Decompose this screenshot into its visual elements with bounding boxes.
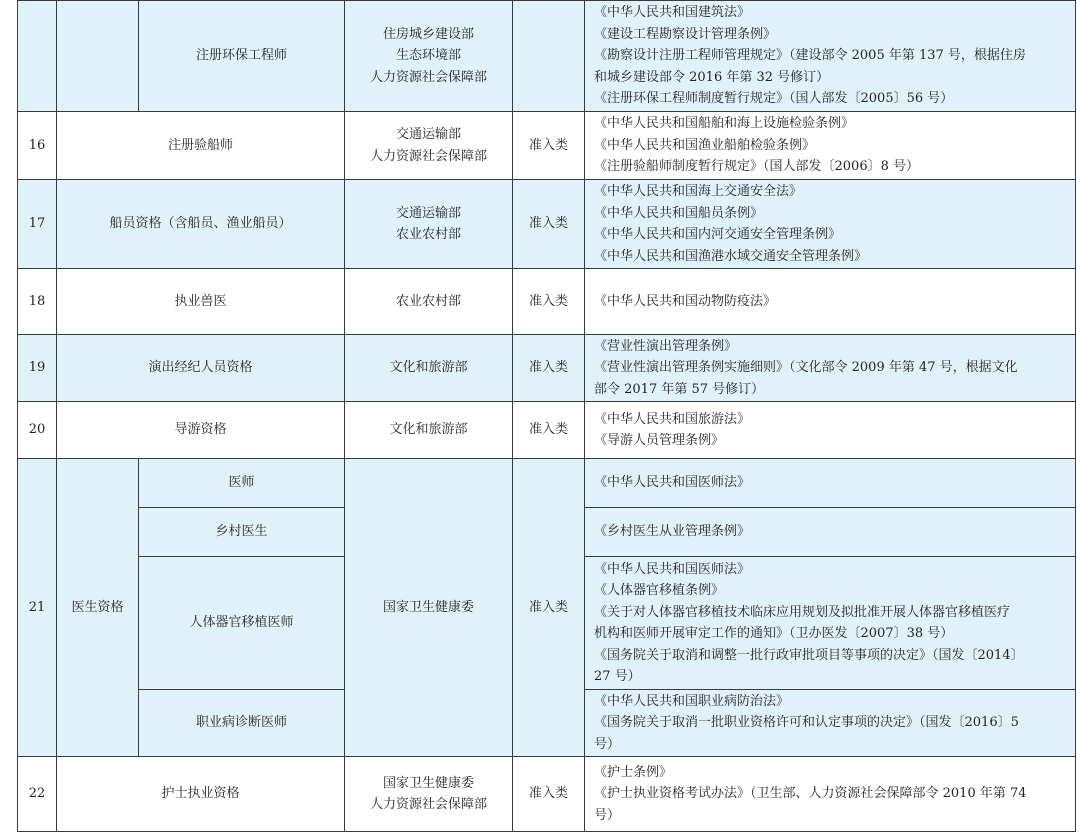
law-line: 《中华人民共和国旅游法》 (594, 411, 751, 427)
table-row-20 (18, 402, 1076, 459)
law-cell (585, 112, 1076, 180)
law-line: 《护士条例》 (594, 764, 673, 780)
sub-qualification-name: 乡村医生 (139, 508, 345, 557)
sub-qualification-name: 职业病诊断医师 (139, 690, 345, 757)
law-cell (585, 180, 1076, 269)
sub-qualification-name: 注册环保工程师 (139, 1, 345, 112)
law-cell (585, 690, 1076, 757)
law-line: 号） (594, 736, 621, 752)
law-line: 《中华人民共和国海上交通安全法》 (594, 184, 803, 199)
law-line: 《中华人民共和国动物防疫法》 (594, 293, 777, 309)
law-cell (585, 557, 1076, 690)
table-row-21 (18, 459, 1076, 508)
law-line: 部令 2017 年第 57 号修订） (594, 381, 765, 397)
type-cell: 准入类 (513, 402, 585, 459)
law-line: 《中华人民共和国建筑法》 (594, 5, 751, 21)
row-number: 22 (18, 757, 57, 832)
qualification-table (17, 0, 1076, 832)
sub-qualification-name: 人体器官移植医师 (139, 557, 345, 690)
dept-cell (345, 112, 513, 180)
row-number: 16 (18, 112, 57, 180)
row-number: 19 (18, 335, 57, 402)
law-cell (585, 757, 1076, 832)
dept-line: 交通运输部 (395, 127, 461, 142)
sub-qualification-name: 医师 (139, 459, 345, 508)
dept-cell (345, 1, 513, 112)
qualification-name: 护士执业资格 (57, 757, 345, 832)
dept-line: 人力资源社会保障部 (369, 148, 487, 164)
law-line: 《护士执业资格考试办法》（卫生部、人力资源社会保障部令 2010 年第 74 (594, 786, 1027, 802)
type-cell: 准入类 (513, 180, 585, 269)
dept-line: 交通运输部 (395, 205, 461, 221)
qualification-name: 导游资格 (57, 402, 345, 459)
law-line: 《中华人民共和国船员条例》 (594, 205, 764, 221)
qualification-name: 演出经纪人员资格 (57, 335, 345, 402)
qualification-name: 注册验船师 (57, 112, 345, 180)
law-line: 《营业性演出管理条例实施细则》（文化部令 2009 年第 47 号，根据文化 (594, 360, 1018, 376)
type-cell (513, 1, 585, 112)
row-number: 17 (18, 180, 57, 269)
law-line: 《中华人民共和国渔业船舶检验条例》 (594, 137, 816, 153)
law-line: 《中华人民共和国医师法》 (594, 561, 751, 577)
table-row-15 (18, 1, 1076, 112)
law-cell (585, 459, 1076, 508)
law-line: 《注册环保工程师制度暂行规定》（国人部发〔2005〕56 号） (594, 91, 954, 107)
row-number: 18 (18, 269, 57, 335)
row-number: 21 (18, 459, 57, 757)
law-line: 《关于对人体器官移植技术临床应用规划及拟批准开展人体器官移植医疗 (594, 604, 1011, 620)
law-cell (585, 402, 1076, 459)
dept-cell (345, 757, 513, 832)
law-line: 《中华人民共和国渔港水域交通安全管理条例》 (594, 248, 868, 264)
table-row-18 (18, 269, 1076, 335)
type-cell: 准入类 (513, 112, 585, 180)
dept-cell: 文化和旅游部 (345, 402, 513, 459)
law-line: 《国务院关于取消和调整一批行政审批项目等事项的决定》（国发〔2014〕 (594, 647, 1024, 663)
law-line: 《建设工程勘察设计管理条例》 (594, 26, 777, 42)
law-line: 《中华人民共和国医师法》 (594, 475, 751, 491)
dept-cell: 国家卫生健康委 (345, 459, 513, 757)
law-cell (585, 335, 1076, 402)
type-cell: 准入类 (513, 459, 585, 757)
type-cell: 准入类 (513, 269, 585, 335)
dept-cell (345, 180, 513, 269)
law-line: 机构和医师开展审定工作的通知》（卫办医发〔2007〕38 号） (594, 626, 954, 641)
law-line: 《中华人民共和国船舶和海上设施检验条例》 (594, 116, 855, 132)
dept-cell: 文化和旅游部 (345, 335, 513, 402)
dept-line: 农业农村部 (395, 227, 461, 242)
qualification-name: 船员资格（含船员、渔业船员） (57, 180, 345, 269)
category-name: 医生资格 (57, 459, 139, 757)
law-line: 和城乡建设部令 2016 年第 32 号修订） (594, 69, 830, 85)
qualification-name: 执业兽医 (57, 269, 345, 335)
law-cell (585, 1, 1076, 112)
law-line: 《中华人民共和国内河交通安全管理条例》 (594, 227, 842, 242)
table-row-22 (18, 757, 1076, 832)
table-row-17 (18, 180, 1076, 269)
dept-line: 人力资源社会保障部 (369, 69, 487, 85)
row-number-cell (18, 1, 57, 112)
dept-line: 人力资源社会保障部 (369, 797, 487, 812)
row-number: 20 (18, 402, 57, 459)
law-line: 号） (594, 807, 621, 823)
law-line: 《中华人民共和国职业病防治法》 (594, 693, 790, 709)
category-cell (57, 1, 139, 112)
law-cell (585, 508, 1076, 557)
law-line: 《勘察设计注册工程师管理规定》（建设部令 2005 年第 137 号，根据住房 (594, 48, 1026, 64)
dept-cell: 农业农村部 (345, 269, 513, 335)
table-row-16 (18, 112, 1076, 180)
type-cell: 准入类 (513, 757, 585, 832)
law-line: 《注册验船师制度暂行规定》（国人部发〔2006〕8 号） (594, 159, 919, 175)
dept-line: 生态环境部 (395, 48, 461, 64)
law-line: 《人体器官移植条例》 (594, 583, 725, 598)
law-line: 《营业性演出管理条例》 (594, 338, 738, 354)
law-line: 27 号） (594, 669, 641, 684)
law-line: 《乡村医生从业管理条例》 (594, 524, 751, 540)
law-cell (585, 269, 1076, 335)
dept-line: 国家卫生健康委 (382, 775, 474, 791)
law-line: 《导游人员管理条例》 (594, 433, 725, 448)
table-row-19 (18, 335, 1076, 402)
dept-line: 住房城乡建设部 (382, 26, 474, 42)
type-cell: 准入类 (513, 335, 585, 402)
law-line: 《国务院关于取消一批职业资格许可和认定事项的决定》（国发〔2016〕5 (594, 715, 1019, 731)
